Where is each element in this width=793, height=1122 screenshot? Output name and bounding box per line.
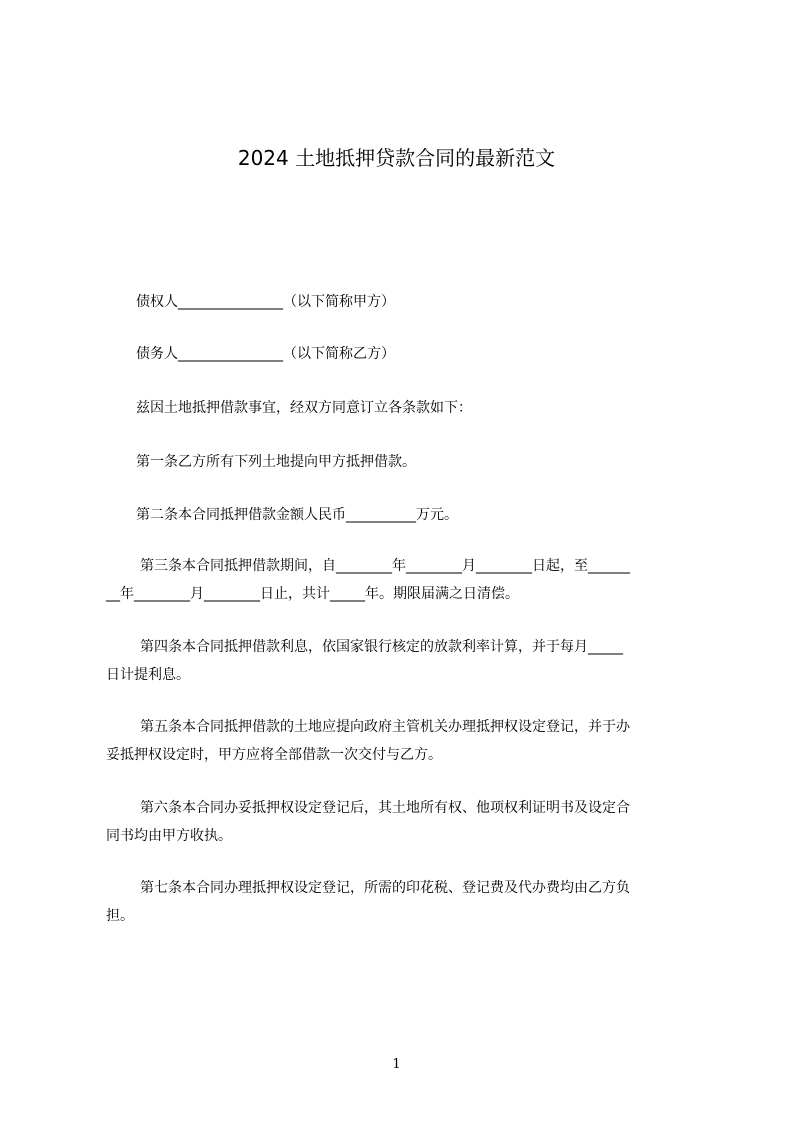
article-5-line-1: 第五条本合同抵押借款的土地应提向政府主管机关办理抵押权设定登记，并于办 (140, 719, 630, 735)
article-2: 第二条本合同抵押借款金额人民币__________万元。 (136, 507, 458, 523)
creditor-line: 债权人_______________（以下简称甲方） (136, 294, 395, 310)
article-6 (106, 794, 706, 850)
article-7-line-2: 担。 (106, 908, 134, 924)
intro-paragraph: 兹因土地抵押借款事宜，经双方同意订立各条款如下： (136, 400, 472, 416)
article-4 (106, 633, 706, 689)
article-7-line-1: 第七条本合同办理抵押权设定登记，所需的印花税、登记费及代办费均由乙方负 (140, 880, 630, 896)
article-3 (106, 552, 706, 608)
article-4-line-2: 日计提利息。 (106, 667, 190, 683)
article-6-line-1: 第六条本合同办妥抵押权设定登记后，其土地所有权、他项权利证明书及设定合 (140, 800, 630, 816)
article-7 (106, 874, 706, 930)
article-5 (106, 713, 706, 769)
article-4-line-1: 第四条本合同抵押借款利息，依国家银行核定的放款利率计算，并于每月_____ (140, 639, 623, 655)
debtor-line: 债务人_______________（以下简称乙方） (136, 346, 395, 362)
article-6-line-2: 同书均由甲方收执。 (106, 828, 232, 844)
article-5-line-2: 妥抵押权设定时，甲方应将全部借款一次交付与乙方。 (106, 747, 442, 763)
article-3-line-1: 第三条本合同抵押借款期间，自________年________月________日起，至______ (140, 558, 630, 574)
document-title: 2024 土地抵押贷款合同的最新范文 (237, 146, 556, 170)
article-1: 第一条乙方所有下列土地提向甲方抵押借款。 (136, 454, 416, 470)
article-3-line-2: __年________月________日止，共计_____年。期限届满之日清偿。 (106, 586, 519, 602)
page-number: 1 (392, 1057, 401, 1072)
